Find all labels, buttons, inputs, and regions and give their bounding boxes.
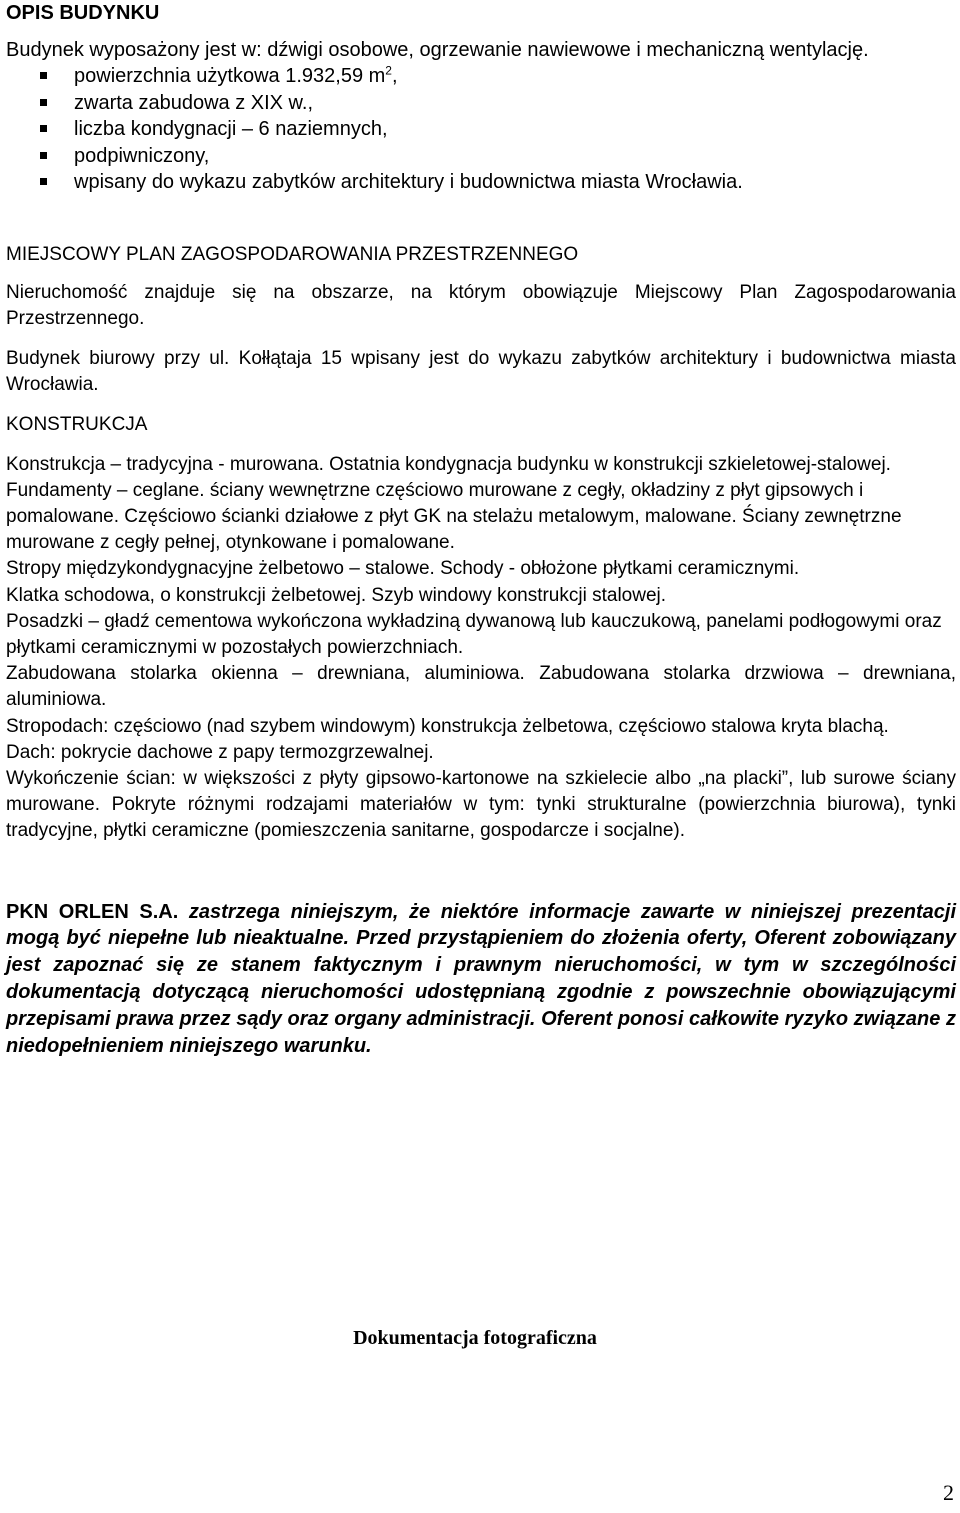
konstrukcja-body <box>6 452 956 845</box>
section-heading-opis: OPIS BUDYNKU <box>6 2 160 24</box>
square-bullet-icon <box>40 99 47 106</box>
square-bullet-icon <box>40 125 47 132</box>
konstrukcja-paragraph: Fundamenty – ceglane. ściany wewnętrzne częściowo murowane z cegły, okładziny z płyt gipsowych i pomalowane. Częściowo ścianki działowe z płyt GK na stelażu metalowym, malowane. Ściany zewnętrzne murowane z cegły pełnej, otynkowane i pomalowane. <box>6 479 902 554</box>
section-heading-plan: MIEJSCOWY PLAN ZAGOSPODAROWANIA PRZESTRZENNEGO <box>6 243 579 265</box>
konstrukcja-paragraph: Stropy międzykondygnacyjne żelbetowo – stalowe. Schody - obłożone płytkami ceramicznymi. <box>6 558 800 580</box>
konstrukcja-paragraph: Stropodach: częściowo (nad szybem windowym) konstrukcja żelbetowa, częściowo stalowa kryta blachą. <box>6 715 889 737</box>
company-name: PKN ORLEN S.A. <box>6 900 179 923</box>
plan-paragraph-2: Budynek biurowy przy ul. Kołłątaja 15 wpisany jest do wykazu zabytków architektury i budownictwa miasta Wrocławia. <box>6 347 956 395</box>
konstrukcja-paragraph: Zabudowana stolarka okienna – drewniana, aluminiowa. Zabudowana stolarka drzwiowa – drewniana, aluminiowa. <box>6 663 956 711</box>
list-item: wpisany do wykazu zabytków architektury i budownictwa miasta Wrocławia. <box>6 169 956 196</box>
square-bullet-icon <box>40 178 47 185</box>
page-number: 2 <box>943 1480 954 1505</box>
photo-documentation-title: Dokumentacja fotograficzna <box>353 1327 597 1349</box>
plan-paragraph-1: Nieruchomość znajduje się na obszarze, na którym obowiązuje Miejscowy Plan Zagospodarowania Przestrzennego. <box>6 281 956 329</box>
konstrukcja-paragraph: Klatka schodowa, o konstrukcji żelbetowej. Szyb windowy konstrukcji stalowej. <box>6 584 667 606</box>
opis-list <box>6 63 956 196</box>
superscript: 2 <box>385 63 392 78</box>
disclaimer-text: zastrzega niniejszym, że niektóre informacje zawarte w niniejszej prezentacji mogą być niepełne lub nieaktualne. Przed przystąpieniem do złożenia oferty, Oferent zobowiązany jest zapoznać się ze stanem faktycznym i prawnym nieruchomości, w tym w szczególności dokumentacją dotyczącą nieruchomości udostępnianą zgodnie z powszechnie obowiązującymi przepisami prawa przez sądy oraz organy administracji. Oferent ponosi całkowite ryzyko związane z niedopełnieniem niniejszego warunku. <box>6 900 956 1057</box>
list-item: powierzchnia użytkowa 1.932,59 $m^2$, <box>6 63 956 90</box>
square-bullet-icon <box>40 152 47 159</box>
list-item: liczba kondygnacji – 6 naziemnych, <box>6 116 956 143</box>
square-bullet-icon <box>40 72 47 79</box>
disclaimer-paragraph <box>6 899 956 1060</box>
list-item: zwarta zabudowa z XIX w., <box>6 90 956 117</box>
document-page <box>6 0 956 1059</box>
konstrukcja-paragraph: Dach: pokrycie dachowe z papy termozgrzewalnej. <box>6 741 434 763</box>
opis-intro: Budynek wyposażony jest w: dźwigi osobowe, ogrzewanie nawiewowe i mechaniczną wentylację. <box>6 39 869 61</box>
konstrukcja-paragraph: Konstrukcja – tradycyjna - murowana. Ostatnia kondygnacja budynku w konstrukcji szkieletowej-stalowej. <box>6 453 891 475</box>
konstrukcja-paragraph: Posadzki – gładź cementowa wykończona wykładziną dywanową lub kauczukową, panelami podłogowymi oraz płytkami ceramicznymi w pozostałych powierzchniach. <box>6 610 942 658</box>
konstrukcja-paragraph: Wykończenie ścian: w większości z płyty gipsowo-kartonowe na szkielecie albo „na placki”, lub surowe ściany murowane. Pokryte różnymi rodzajami materiałów w tym: tynki strukturalne (powierzchnia biurowa), tynki tradycyjne, płytki ceramiczne (pomieszczenia sanitarne, gospodarcze i socjalne). <box>6 767 956 842</box>
section-heading-konstrukcja: KONSTRUKCJA <box>6 413 148 435</box>
list-item: podpiwniczony, <box>6 143 956 170</box>
